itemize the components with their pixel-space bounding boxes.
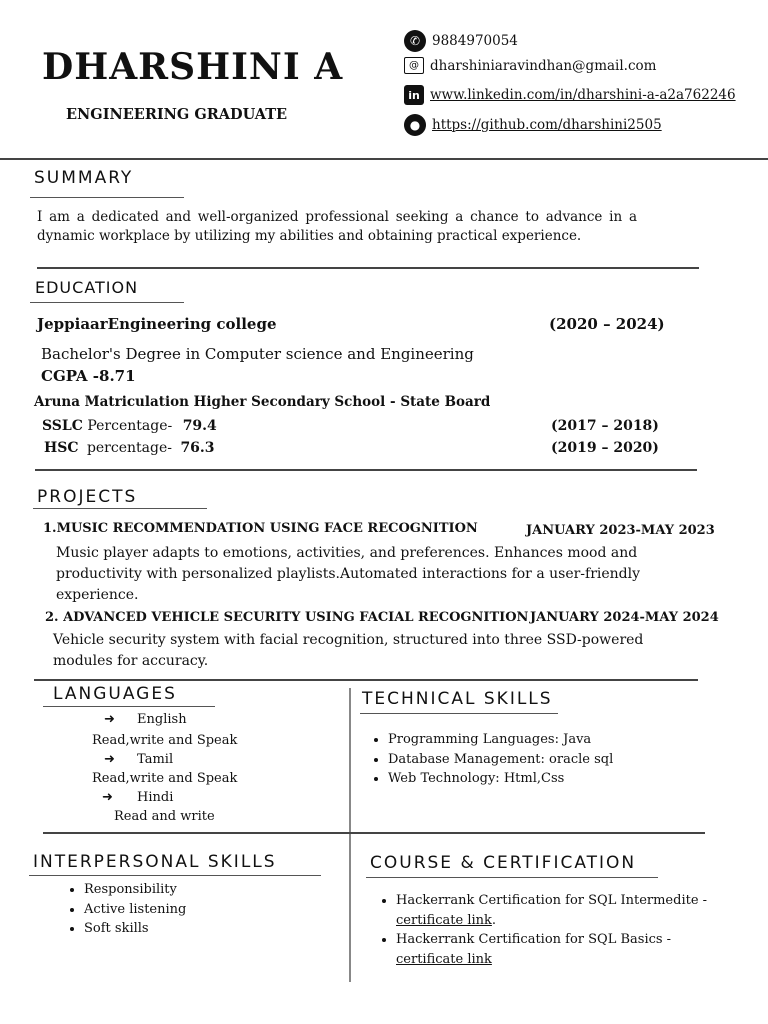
- summary-line-2: dynamic workplace by utilizing my abilities and obtaining practical experience.: [37, 228, 582, 244]
- summary-underline: [30, 197, 184, 198]
- skills-divider: [43, 832, 705, 834]
- phone-contact: [404, 30, 518, 52]
- language-hindi: [102, 790, 173, 805]
- sslc-value: 79.4: [182, 418, 217, 434]
- email-address[interactable]: dharshiniaravindhan@gmail.com: [430, 57, 657, 74]
- hsc-label: HSC: [44, 440, 79, 456]
- language-english: [104, 712, 187, 727]
- certificate-link[interactable]: certificate link: [396, 951, 492, 967]
- arrow-right-icon: ➜: [104, 712, 115, 727]
- arrow-right-icon: ➜: [102, 790, 113, 805]
- project-1-line-1: Music player adapts to emotions, activities, and preferences. Enhances mood and: [56, 545, 638, 561]
- phone-number: 9884970054: [432, 33, 518, 49]
- language-level: Read,write and Speak: [92, 733, 238, 748]
- languages-title: LANGUAGES: [53, 684, 177, 704]
- technical-skills-list: [366, 730, 613, 789]
- language-level: Read and write: [114, 809, 215, 824]
- school-name: Aruna Matriculation Higher Secondary School - State Board: [34, 394, 491, 410]
- hsc-value: 76.3: [180, 440, 215, 456]
- education-title: EDUCATION: [35, 278, 139, 297]
- course-text: Hackerrank Certification for SQL Intermedite -: [396, 893, 708, 908]
- linkedin-contact[interactable]: [404, 85, 736, 105]
- github-link[interactable]: https://github.com/dharshini2505: [432, 117, 662, 133]
- course-text: Hackerrank Certification for SQL Basics -: [396, 932, 672, 947]
- phone-icon: ✆: [404, 30, 426, 52]
- header-divider: [0, 158, 768, 160]
- linkedin-link[interactable]: www.linkedin.com/in/dharshini-a-a2a762246: [430, 87, 736, 103]
- projects-underline: [33, 508, 207, 509]
- education-divider: [35, 469, 697, 471]
- project-1-line-3: experience.: [56, 587, 139, 603]
- project-1-title: 1.MUSIC RECOMMENDATION USING FACE RECOGNITION: [43, 521, 478, 536]
- project-1-line-2: productivity with personalized playlists.Automated interactions for a user-friendly: [56, 566, 641, 582]
- candidate-name: DHARSHINI A: [42, 46, 344, 88]
- column-divider: [349, 688, 351, 982]
- language-name: English: [137, 712, 187, 727]
- course-item: [396, 930, 726, 969]
- college-name: JeppiaarEngineering college: [37, 315, 277, 333]
- course-item: [396, 891, 726, 930]
- sslc-text: Percentage-: [87, 418, 173, 434]
- email-icon: @: [404, 57, 424, 74]
- projects-divider: [34, 679, 698, 681]
- project-2-line-1: Vehicle security system with facial recognition, structured into three SSD-powered: [53, 632, 644, 648]
- sslc-label: SSLC: [42, 418, 83, 434]
- candidate-role: ENGINEERING GRADUATE: [66, 106, 288, 123]
- email-contact[interactable]: [404, 57, 656, 74]
- college-years: (2020 – 2024): [549, 315, 665, 333]
- language-name: Hindi: [137, 790, 174, 805]
- language-tamil: [104, 752, 173, 767]
- interpersonal-skills-title: INTERPERSONAL SKILLS: [33, 852, 277, 872]
- sslc-years: (2017 – 2018): [551, 418, 659, 434]
- list-item: • Responsibility: [84, 880, 186, 900]
- linkedin-icon: in: [404, 85, 424, 105]
- github-icon: ●: [404, 114, 426, 136]
- technical-skills-underline: [360, 713, 558, 714]
- summary-divider: [37, 267, 699, 269]
- project-1-description: [56, 543, 640, 606]
- languages-underline: [43, 706, 215, 707]
- interpersonal-skills-list: [62, 880, 186, 939]
- courses-underline: [366, 877, 658, 878]
- project-2-line-2: modules for accuracy.: [53, 653, 209, 669]
- project-2-title: 2. ADVANCED VEHICLE SECURITY USING FACIAL RECOGNITION: [45, 610, 529, 625]
- list-item: • Soft skills: [84, 919, 186, 939]
- list-item: • Programming Languages: Java: [388, 730, 613, 750]
- project-1-date: JANUARY 2023-MAY 2023: [526, 523, 715, 538]
- summary-line-1: I am a dedicated and well-organized professional seeking a chance to advance in a: [37, 209, 637, 225]
- education-underline: [30, 302, 184, 303]
- sslc-row: [42, 418, 217, 434]
- projects-title: PROJECTS: [37, 487, 138, 507]
- language-level: Read,write and Speak: [92, 771, 238, 786]
- courses-list: [374, 891, 726, 969]
- hsc-years: (2019 – 2020): [551, 440, 659, 456]
- certificate-link[interactable]: certificate link: [396, 912, 492, 928]
- arrow-right-icon: ➜: [104, 752, 115, 767]
- project-2-description: [53, 630, 643, 672]
- language-name: Tamil: [137, 752, 174, 767]
- cgpa: CGPA -8.71: [41, 367, 136, 385]
- technical-skills-title: TECHNICAL SKILLS: [362, 689, 553, 709]
- list-item: • Active listening: [84, 900, 186, 920]
- degree: Bachelor's Degree in Computer science and Engineering: [41, 345, 474, 363]
- github-contact[interactable]: [404, 114, 662, 136]
- courses-title: COURSE & CERTIFICATION: [370, 853, 637, 873]
- course-punct: .: [491, 912, 497, 928]
- hsc-row: [44, 440, 215, 456]
- list-item: • Web Technology: Html,Css: [388, 769, 613, 789]
- list-item: • Database Management: oracle sql: [388, 750, 613, 770]
- hsc-text: percentage-: [86, 440, 172, 456]
- summary-title: SUMMARY: [34, 168, 134, 188]
- project-2-date: JANUARY 2024-MAY 2024: [530, 610, 719, 625]
- interpersonal-skills-underline: [29, 875, 321, 876]
